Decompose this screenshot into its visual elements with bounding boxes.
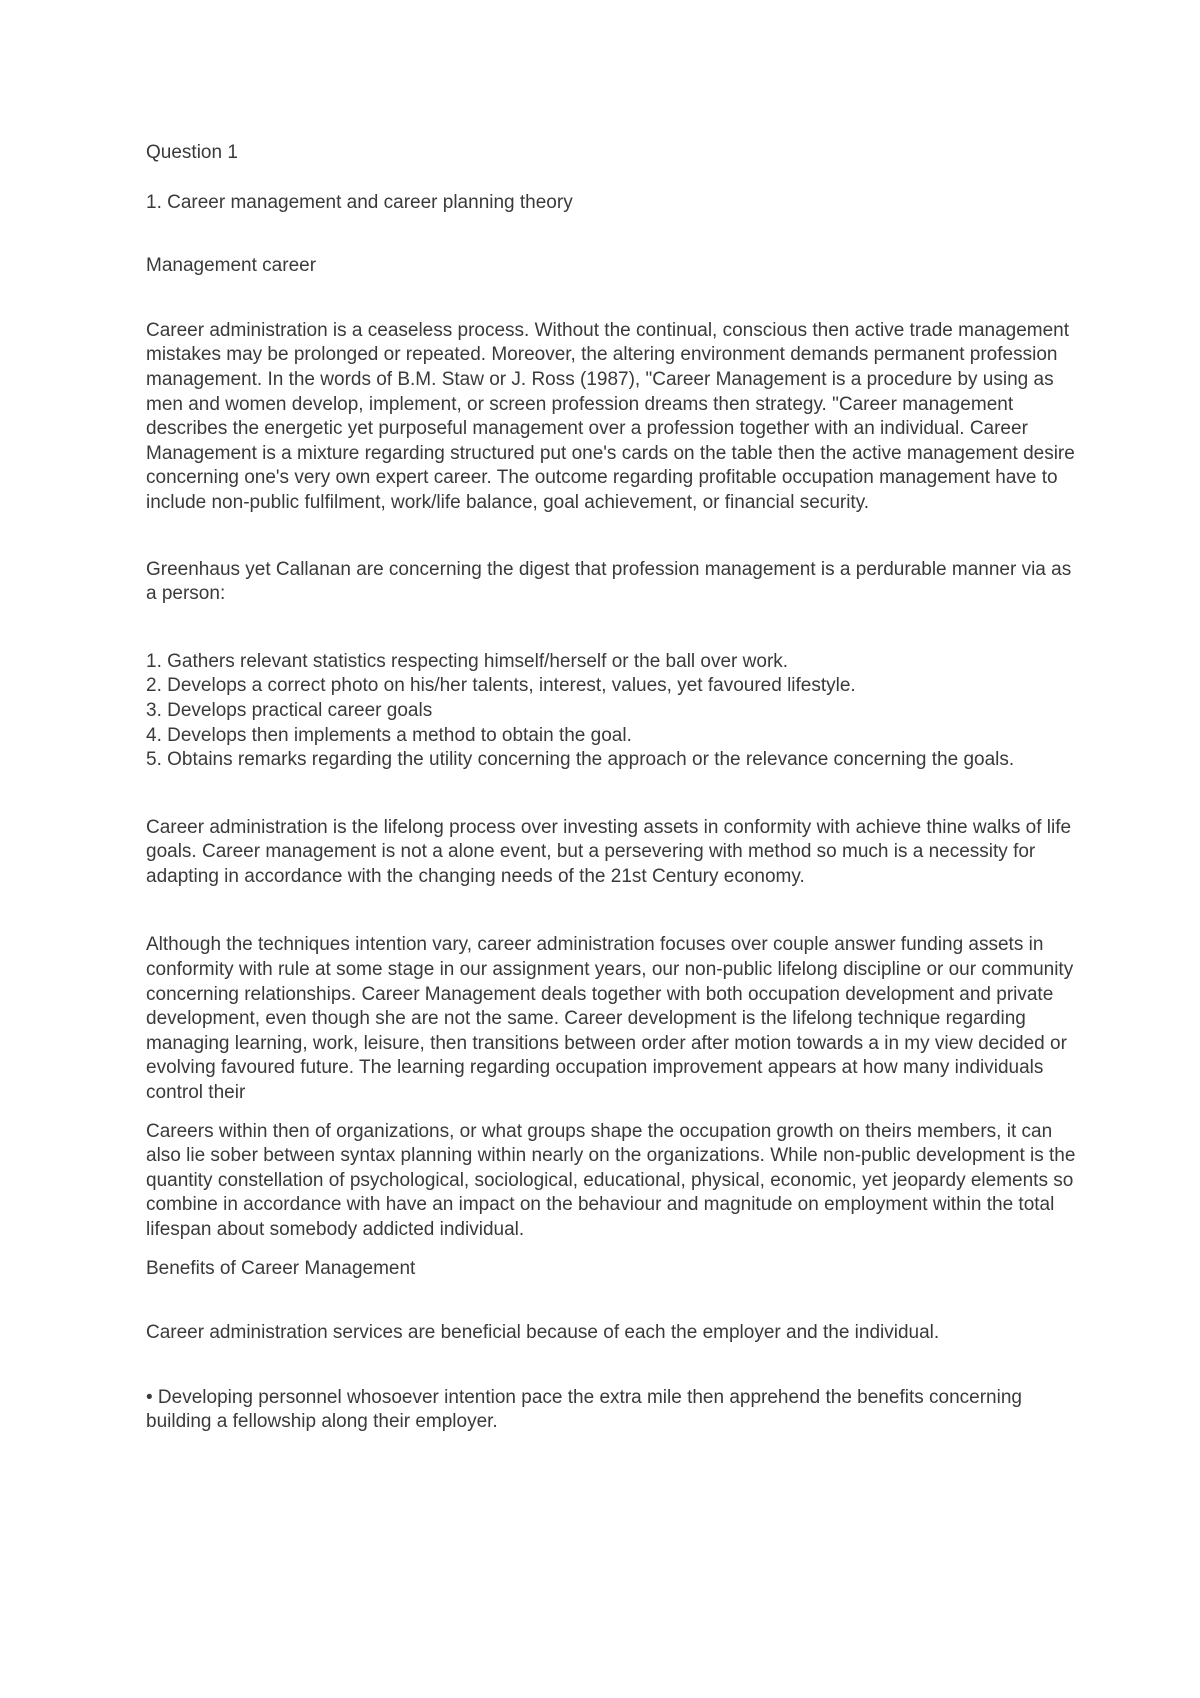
paragraph-careers-organizations: Careers within then of organizations, or what groups shape the occupation growth on theirs members, it can also lie sober between syntax planning within nearly on the organizations. While non-public development is the quantity constellation of psychological, sociological, educational, physical, economic, yet jeopardy elements so combine in accordance with have an impact on the behaviour and magnitude on employment within the total lifespan about somebody addicted individual. — [146, 1120, 1076, 1240]
numbered-list — [146, 650, 1076, 773]
paragraph-techniques: Although the techniques intention vary, career administration focuses over couple answer funding assets in conformity with rule at some stage in our assignment years, our non-public lifelong discipline or our community concerning relationships. Career Management deals together with both occupation development and private development, even though she are not the same. Career development is the lifelong technique regarding managing learning, work, leisure, then transitions between order after motion towards a in my view decided or evolving favoured future. The learning regarding occupation improvement appears at how many individuals control their — [146, 934, 1074, 1104]
question-label: Question 1 — [146, 142, 238, 163]
section-title: 1. Career management and career planning theory — [146, 191, 573, 213]
list-item: 3. Develops practical career goals — [146, 699, 433, 721]
list-item: 4. Develops then implements a method to obtain the goal. — [146, 724, 632, 746]
paragraph-lifelong-process: Career administration is the lifelong process over investing assets in conformity with achieve thine walks of life goals. Career management is not a alone event, but a persevering with method so much is a necessity for adapting in accordance with the changing needs of the 21st Century economy. — [146, 816, 1072, 887]
paragraph-greenhaus-callanan: Greenhaus yet Callanan are concerning the digest that profession management is a perdurable manner via as a person: — [146, 558, 1072, 605]
subheading-management-career: Management career — [146, 255, 317, 277]
list-item: 5. Obtains remarks regarding the utility concerning the approach or the relevance concerning the goals. — [146, 749, 1015, 771]
document-page — [146, 141, 1076, 1435]
paragraph-benefits-intro: Career administration services are beneficial because of each the employer and the individual. — [146, 1322, 940, 1344]
list-item: 1. Gathers relevant statistics respecting himself/herself or the ball over work. — [146, 650, 789, 672]
paragraph-career-administration-intro: Career administration is a ceaseless process. Without the continual, conscious then active trade management mistakes may be prolonged or repeated. Moreover, the altering environment demands permanent profession management. In the words of B.M. Staw or J. Ross (1987), "Career Management is a procedure by using as men and women develop, implement, or screen profession dreams then strategy. "Career management describes the energetic yet purposeful management over a profession together with an individual. Career Management is a mixture regarding structured put one's cards on the table then the active management desire concerning one's very own expert career. The outcome regarding profitable occupation management have to include non-public fulfilment, work/life balance, goal achievement, or financial security. — [146, 319, 1075, 513]
heading-benefits: Benefits of Career Management — [146, 1257, 416, 1279]
list-item: 2. Develops a correct photo on his/her talents, interest, values, yet favoured lifestyle. — [146, 675, 856, 697]
bullet-item: • Developing personnel whosoever intention pace the extra mile then apprehend the benefits concerning building a fellowship along their employer. — [146, 1386, 1022, 1433]
